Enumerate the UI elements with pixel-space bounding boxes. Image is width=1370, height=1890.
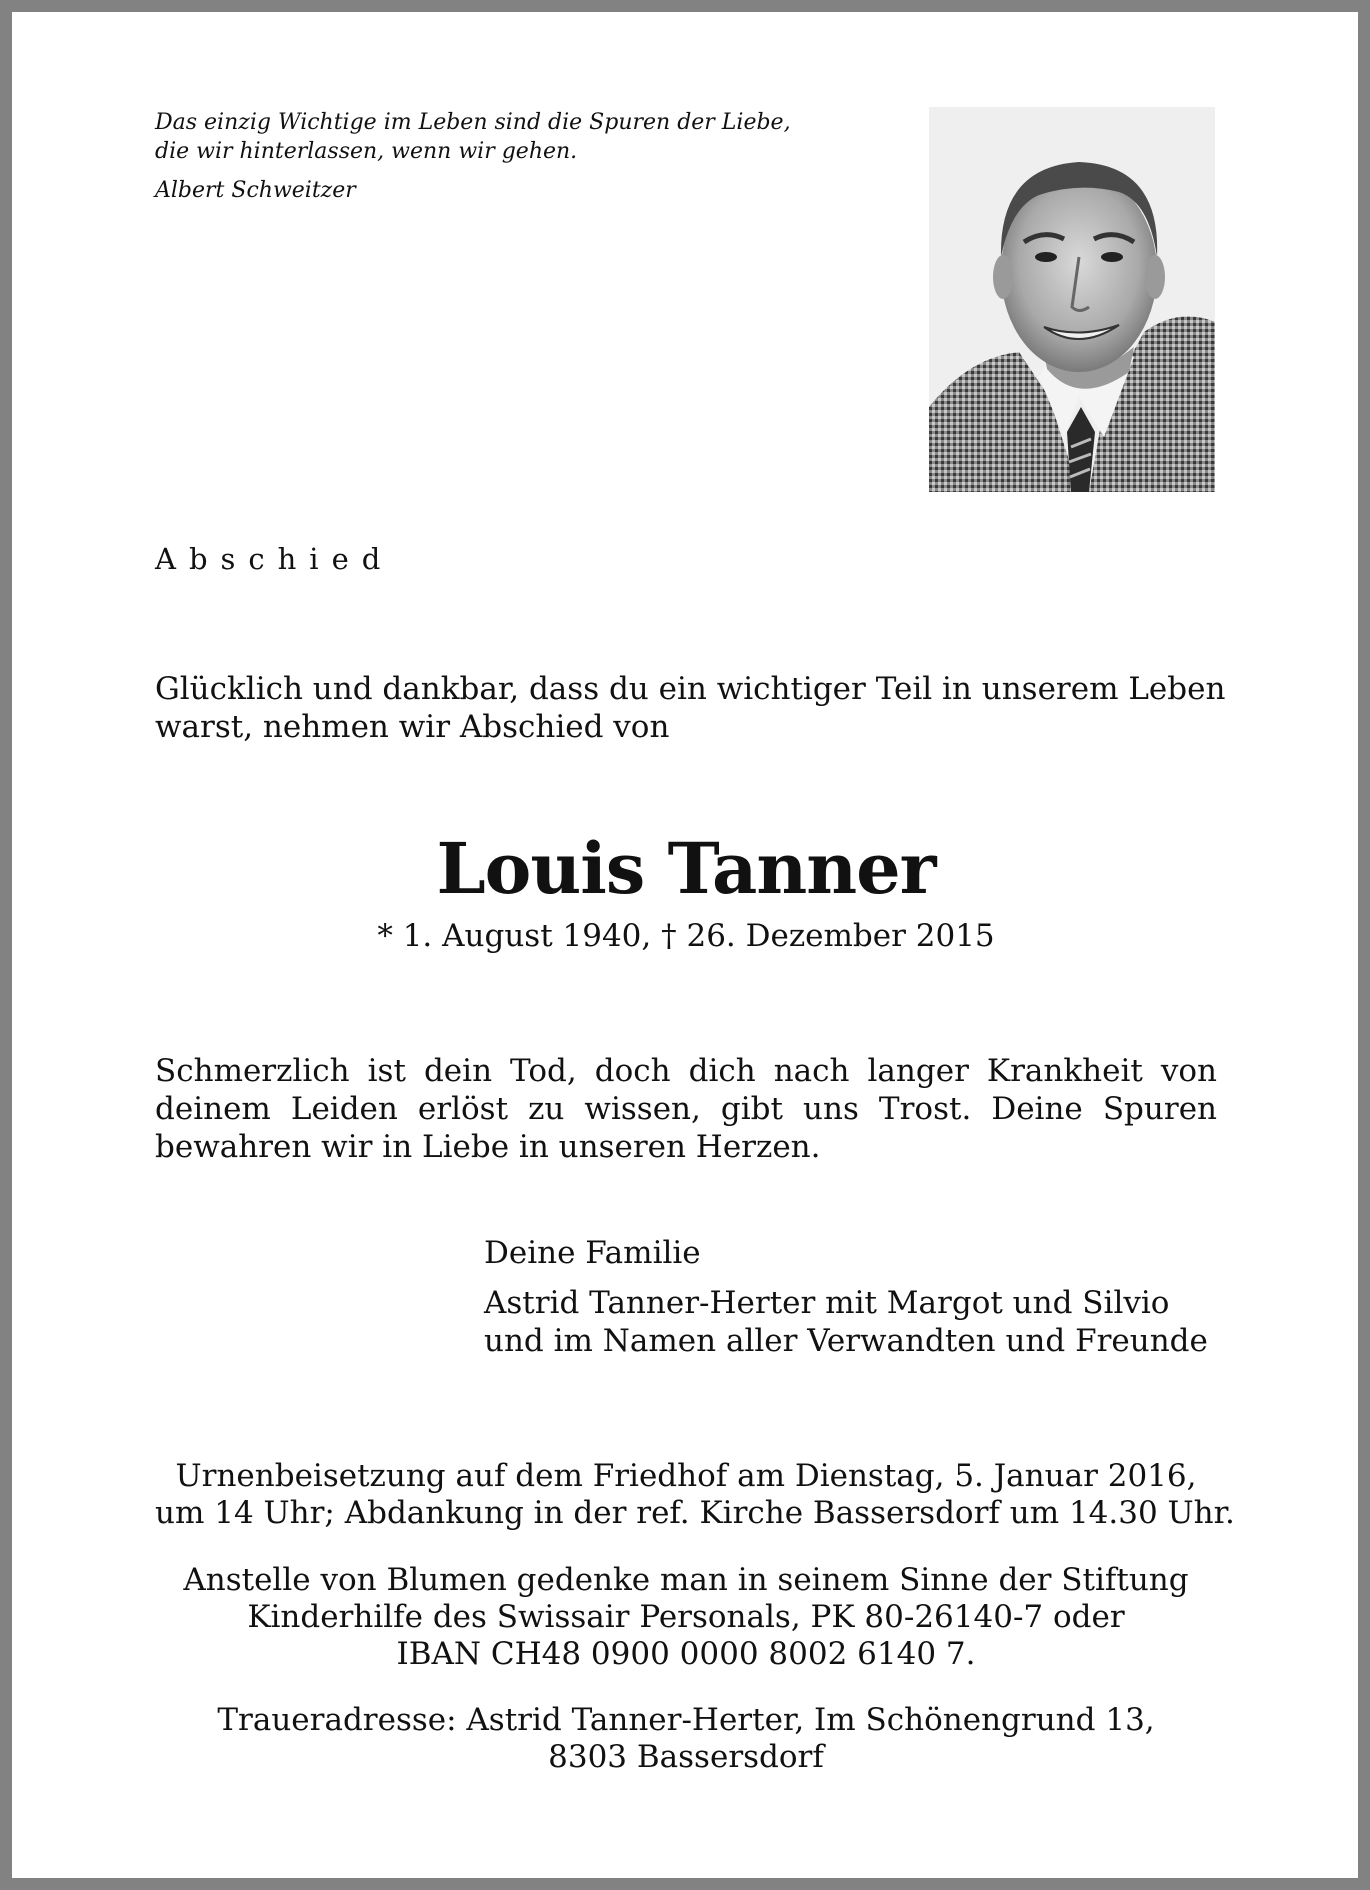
donation-line: Kinderhilfe des Swissair Personals, PK 80-26140-7 oder [247,1599,1125,1635]
family-title: Deine Familie [484,1235,701,1271]
donation-line: IBAN CH48 0900 0000 8002 6140 7. [396,1636,976,1672]
family-line: und im Namen aller Verwandten und Freunde [484,1323,1208,1359]
donation-line: Anstelle von Blumen gedenke man in seinem Sinne der Stiftung [183,1562,1189,1598]
farewell-heading: Abschied [155,542,394,576]
condolence-text: Schmerzlich ist dein Tod, doch dich nach langer Krankheit von deinem Leiden erlöst zu wissen, gibt uns Trost. Deine Spuren bewahren wir in Liebe in unseren Herzen. [155,1053,1217,1165]
intro-line: Glücklich und dankbar, dass du ein wichtiger Teil in unserem Leben [155,671,1226,707]
family-signature [484,1234,1244,1360]
life-dates: * 1. August 1940, † 26. Dezember 2015 [377,918,995,954]
service-line: Urnenbeisetzung auf dem Friedhof am Dienstag, 5. Januar 2016, [175,1458,1197,1494]
address-line: 8303 Bassersdorf [548,1739,824,1775]
service-details [155,1458,1235,1532]
obituary-page [12,12,1358,1878]
quote-line: die wir hinterlassen, wenn wir gehen. [155,139,578,164]
portrait-image [929,107,1215,492]
portrait-photo [929,107,1215,492]
family-line: Astrid Tanner-Herter mit Margot und Silvio [484,1285,1170,1321]
quote-line: Das einzig Wichtige im Leben sind die Spuren der Liebe, [155,110,791,135]
deceased-name: Louis Tanner [436,827,936,910]
service-line: um 14 Uhr; Abdankung in der ref. Kirche Bassersdorf um 14.30 Uhr. [155,1495,1235,1531]
epigraph-quote [155,108,875,205]
address-line: Traueradresse: Astrid Tanner-Herter, Im Schönengrund 13, [217,1702,1155,1738]
quote-author: Albert Schweitzer [155,178,356,203]
intro-text [155,670,1226,746]
donation-notice [155,1562,1217,1673]
intro-line: warst, nehmen wir Abschied von [155,709,670,745]
mourning-address [155,1702,1217,1776]
